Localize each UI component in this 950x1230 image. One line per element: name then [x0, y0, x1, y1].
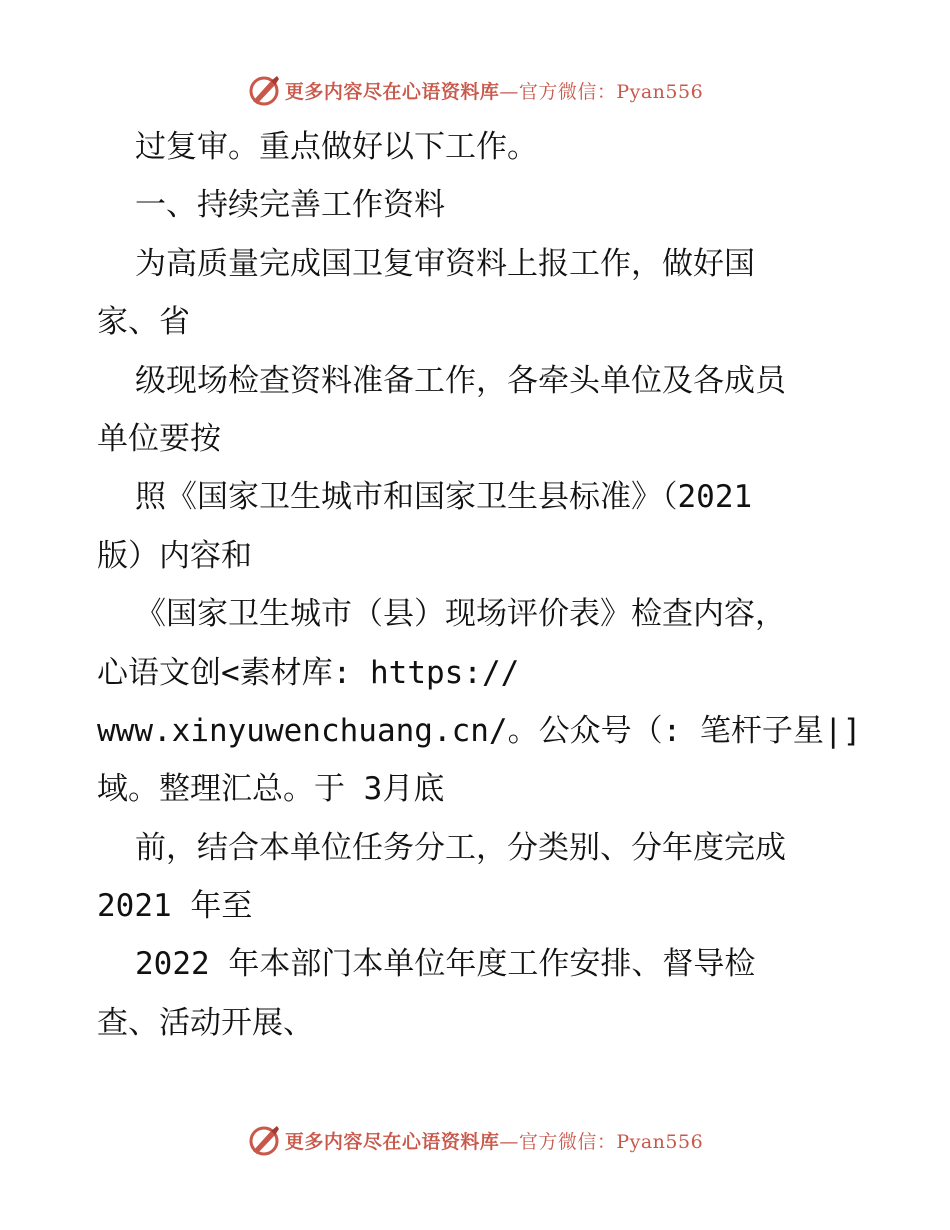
text-line: 查、活动开展、 — [97, 1004, 314, 1041]
banner-text — [285, 77, 703, 104]
text-line: 照《国家卫生城市和国家卫生县标准》（2021 — [135, 479, 753, 516]
text-line: 2021 年至 — [97, 888, 253, 925]
text-line: 为高质量完成国卫复审资料上报工作，做好国 — [135, 245, 755, 282]
text-line: 域。整理汇总。于 3月底 — [97, 771, 445, 808]
text-line: 一、持续完善工作资料 — [135, 187, 445, 224]
document-body — [97, 118, 862, 1052]
text-line: 2022 年本部门本单位年度工作安排、督导检 — [135, 946, 756, 983]
text-line: 级现场检查资料准备工作，各牵头单位及各成员 — [135, 362, 786, 399]
pen-logo-icon — [247, 73, 281, 107]
text-line: 《国家卫生城市（县）现场评价表》检查内容， — [135, 596, 786, 633]
banner-title: 更多内容尽在心语资料库 — [284, 80, 500, 103]
text-line: 家、省 — [97, 304, 190, 341]
text-line: 单位要按 — [97, 420, 221, 457]
banner-title: 更多内容尽在心语资料库 — [284, 1130, 500, 1153]
banner-text — [285, 1127, 703, 1154]
footer-watermark-banner — [0, 1118, 950, 1162]
banner-wechat: —官方微信：Pyan556 — [499, 1130, 704, 1153]
text-line: 前，结合本单位任务分工，分类别、分年度完成 — [135, 829, 786, 866]
banner-wechat: —官方微信：Pyan556 — [499, 80, 704, 103]
header-watermark-banner — [0, 68, 950, 112]
text-line: www.xinyuwenchuang.cn/。公众号（: 笔杆子星|] — [97, 712, 862, 749]
text-line: 过复审。重点做好以下工作。 — [135, 129, 538, 165]
pen-logo-icon — [247, 1123, 281, 1157]
text-line: 心语文创<素材库: https:// — [97, 654, 520, 691]
text-line: 版）内容和 — [97, 537, 252, 574]
